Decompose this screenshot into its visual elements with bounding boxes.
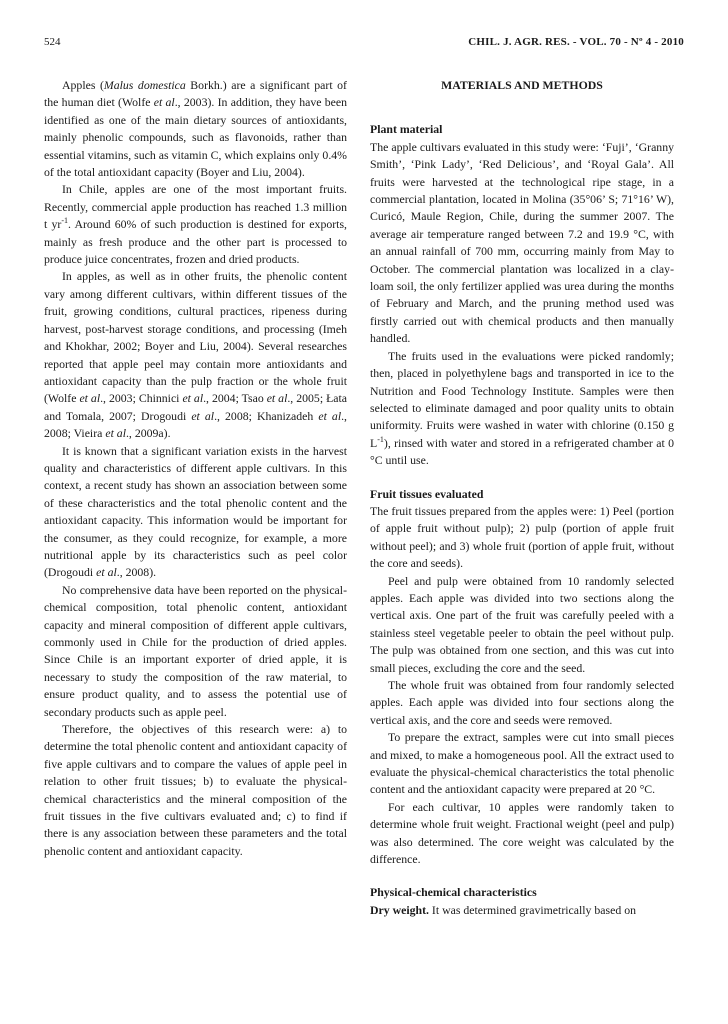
page-number: 524	[44, 36, 61, 48]
species-name: Malus domestica	[103, 78, 186, 92]
intro-paragraph-2: In Chile, apples are one of the most important fruits. Recently, commercial apple production has reached 1.3 million t $yr^{-1}$. Around 60% of such production is destined for exports, mainly as fresh produce and the other part is processed to produce juice concentrates, frozen and dried products.	[44, 182, 347, 267]
intro-paragraph-5: No comprehensive data have been reported on the physical-chemical composition, total phenolic content, antioxidant capacity and mineral composition of different apple cultivars, commonly used in Chile for the production of dried apples. Since Chile is an important exporter of dried apple, it is necessary to study the composition of the raw material, to ensure product quality, and to assess the potential use of secondary products such as apple peel.	[44, 582, 347, 719]
right-column	[370, 77, 674, 919]
fruit-tissues-paragraph-2: Peel and pulp were obtained from 10 randomly selected apples. Each apple was divided into two sections along the vertical axis. One part of the fruit was carefully peeled with a stainless steel vegetable peeler to obtain the peel without pulp. The pulp was obtained from one section, and this was cut into small pieces, excluding the core and the seed.	[370, 573, 674, 675]
fruit-tissues-paragraph-3: The whole fruit was obtained from four randomly selected apples. Each apple was divided into four sections along the vertical axis, and the core and seeds were removed.	[370, 678, 674, 727]
journal-running-head: CHIL. J. AGR. RES. - VOL. 70 - Nº 4 - 2010	[468, 36, 684, 48]
section-heading-materials-methods: MATERIALS AND METHODS	[441, 78, 603, 92]
intro-paragraph-6: Therefore, the objectives of this research were: a) to determine the total phenolic content and antioxidant capacity of five apple cultivars and to compare the values of apple peel in relation to other fruit tissues; b) to evaluate the physical-chemical characteristics and the mineral composition of the fruit tissues in the five cultivars evaluated and; c) to find if there is any association between these parameters and the total phenolic content and antioxidant capacity.	[44, 722, 347, 858]
fruit-tissues-paragraph-1: The fruit tissues prepared from the apples were: 1) Peel (portion of apple fruit without pulp); 2) pulp (portion of apple fruit without peel); and 3) whole fruit (portion of apple fruit, without the core and seeds).	[370, 503, 674, 571]
plant-material-paragraph-2: The fruits used in the evaluations were picked randomly; then, placed in polyethylene bags and transported in ice to the Nutrition and Food Technology Institute. Samples were then selected to eliminate damaged and poor quality units to obtain uniformity. Fruits were washed in water with chlorine (0.150 g $L^{-1}$), rinsed with water and stored in a refrigerated chamber at 0 °C until use.	[370, 348, 674, 468]
fruit-tissues-paragraph-4: To prepare the extract, samples were cut into small pieces and mixed, to make a homogeneous pool. All the extract used to evaluate the physical-chemical characteristics the total phenolic content and the antioxidant capacity were prepared at 20 °C.	[370, 730, 674, 797]
subheading-physical-chemical: Physical-chemical characteristics	[370, 885, 537, 900]
intro-paragraph-3: In apples, as well as in other fruits, the phenolic content vary among different cultivars, within different tissues of the fruit, growing conditions, cultural practices, ripeness during harvest, post-harvest storage conditions, and processing (Imeh and Khokhar, 2002; Boyer and Liu, 2004). Several researches reported that apple peel may contain more antioxidants and antioxidant capacity than the pulp fraction or the whole fruit (Wolfe et al., 2003; Chinnici et al., 2004; Tsao et al., 2005; Łata and Tomala, 2007; Drogoudi et al., 2008; Khanizadeh et al., 2008; Vieira et al., 2009a).	[44, 269, 348, 441]
left-column	[44, 77, 347, 860]
plant-material-paragraph-1: The apple cultivars evaluated in this study were: ‘Fuji’, ‘Granny Smith’, ‘Pink Lady’, ‘Red Delicious’, and ‘Royal Gala’. All fruits were harvested at the technological ripe stage, in a commercial plantation, located in Molina (35°06’ S; 71°16’ W), Curicó, Maule Region, Chile, during the summer 2007. The average air temperature ranged between 7.2 and 19.9 °C, with an annual rainfall of 700 mm, occurring mainly from May to October. The commercial plantation was localized in a clay-loam soil, the only fertilizer applied was urea during the months of February and March, and the pruning method used was firstly carried out with chemical products and then manually handled.	[370, 139, 674, 346]
fruit-tissues-paragraph-5: For each cultivar, 10 apples were randomly taken to determine whole fruit weight. Fractional weight (peel and pulp) was also determined. The core weight was calculated by the difference.	[370, 799, 674, 867]
intro-paragraph-1: Apples (Malus domestica Borkh.) are a significant part of the human diet (Wolfe et al., 2003). In addition, they have been identified as one of the main dietary sources of antioxidants, mainly phenolic compounds, such as flavonoids, rather than essential vitamins, such as vitamin C, which explains only 0.4% of the total antioxidant capacity (Boyer and Liu, 2004).	[44, 78, 347, 180]
page-header	[44, 36, 684, 52]
subheading-plant-material: Plant material	[370, 122, 443, 137]
subheading-fruit-tissues: Fruit tissues evaluated	[370, 486, 484, 501]
intro-paragraph-4: It is known that a significant variation exists in the harvest quality and characteristics of different apple cultivars. In this context, a recent study has shown an association between some of these characteristics and the total phenolic content and the antioxidant capacity. This information would be important for the consumer, as they could recognize, for example, a more nutritional apple by its characteristics such as peel color (Drogoudi et al., 2008).	[44, 443, 347, 580]
dry-weight-paragraph: Dry weight. It was determined gravimetrically based on	[370, 902, 637, 917]
